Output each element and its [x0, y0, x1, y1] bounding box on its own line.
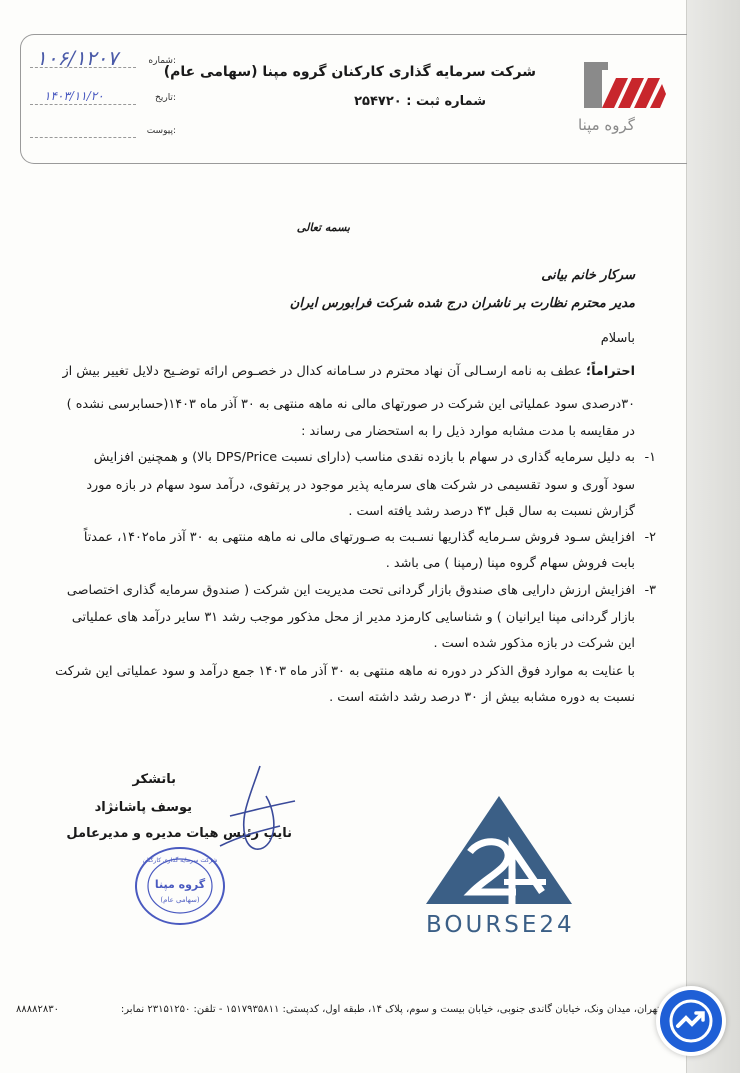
item-3-line-1: افزایش ارزش دارایی های صندوق بازار گردانی تحت مدیریت این شرکت ( صندوق سرمایه گذاری اختصاصی [66, 583, 635, 598]
item-3-line-2: بازار گردانی مپنا ایرانیان ) و شناسایی کارمزد مدیر از محل مذکور موجب رشد ۳۱ سایر درآمد های عملیاتی [71, 610, 635, 625]
intro-line-1 [62, 364, 635, 380]
conclusion-line-1: با عنایت به موارد فوق الذکر در دوره نه ماهه منتهی به ۳۰ آذر ماه ۱۴۰۳ جمع درآمد و سود عملیاتی این شرکت [55, 664, 635, 679]
recipient-name: سرکار خانم بیانی [541, 268, 635, 283]
signatory-name: یوسف پاشانژاد [94, 800, 192, 815]
intro-lead: احتراماً؛ [585, 364, 635, 379]
date-value: ۱۴۰۳/۱۱/۲۰ [44, 89, 104, 103]
stamp-ring-text: شرکت سرمایه گذاری کارکنان [142, 857, 218, 864]
scan-edge-strip [686, 0, 740, 1073]
stamp-sub: (سهامی عام) [160, 896, 200, 904]
basmala: بسمه تعالی [296, 221, 350, 234]
intro-text-1: عطف به نامه ارسـالی آن نهاد محترم در سـامانه کدال در خصـوص ارائه توضـیح دلایل تغییر بیش از [62, 364, 582, 379]
attachment-line [30, 137, 136, 138]
footer-address: تهران، میدان ونک، خیابان گاندی جنوبی، خیابان بیست و سوم، پلاک ۱۴، طبقه اول، کدپستی: ۱۵۱۷۹۳۵۸۱۱ - تلفن: ۲۳۱۵۱۲۵۰ نمابر: [120, 1004, 660, 1015]
recipient-title: مدیر محترم نظارت بر ناشران درج شده شرکت فرابورس ایران [289, 296, 635, 311]
bourse24-wordmark: BOURSE24 [426, 912, 575, 938]
signatory-title: نایب رئیس هیات مدیره و مدیرعامل [66, 826, 292, 841]
date-line [30, 104, 136, 105]
item-3-line-3: این شرکت در بازه مذکور شده است . [433, 636, 635, 651]
intro-line-3: در مقایسه با مدت مشابه موارد ذیل را به استحضار می رساند : [301, 424, 635, 439]
footer-fax: ۸۸۸۸۲۸۳۰ [16, 1004, 59, 1015]
mapna-logo-icon [572, 58, 672, 138]
date-label: تاریخ: [155, 93, 176, 103]
item-1-line-2: سود آوری و سود تقسیمی در شرکت های سرمایه پذیر موجود در پرتفوی، درآمد سود سهام در بازه مورد [86, 478, 635, 493]
item-2-line-1: افزایش سـود فروش سـرمایه گذاریها نسـبت به صـورتهای مالی نه ماهه منتهی به ۳۰ آذر ماه۱۴۰۲، عمدتاً [83, 530, 635, 545]
company-name: شرکت سرمایه گذاری کارکنان گروه مپنا (سهامی عام) [163, 64, 536, 80]
intro-line-2: ۳۰درصدی سود عملیاتی این شرکت در صورتهای مالی نه ماهه منتهی به ۳۰ آذر ماه ۱۴۰۳(حسابرسی نشده ) [66, 397, 635, 412]
trend-arrow-icon [660, 990, 722, 1052]
item-1-number: ۱- [644, 450, 656, 465]
attachment-label: پیوست: [146, 126, 176, 136]
conclusion-line-2: نسبت به دوره مشابه بیش از ۳۰ درصد رشد داشته است . [329, 690, 635, 705]
sharing-badge-icon[interactable] [660, 990, 722, 1052]
number-label: شماره: [148, 56, 176, 66]
item-2-number: ۲- [644, 530, 656, 545]
logo-text: گروه مپنا [578, 116, 635, 134]
number-value: ۱۰۶/۱۲۰۷ [36, 46, 118, 70]
number-field [30, 46, 176, 72]
date-field [30, 89, 176, 109]
company-stamp-icon [134, 846, 226, 926]
signature-thanks: باتشکر [132, 772, 176, 787]
greeting: باسلام [600, 331, 635, 346]
number-line [30, 67, 136, 68]
attachment-field [30, 122, 176, 142]
item-2-line-2: بابت فروش سهام گروه مپنا (رمپنا ) می باشد . [385, 556, 635, 571]
item-3-number: ۳- [644, 583, 656, 598]
stamp-text: گروه مپنا [154, 878, 206, 891]
item-1-line-3: گزارش نسبت به سال قبل ۴۳ درصد رشد یافته است . [348, 504, 635, 519]
item-1-line-1: به دلیل سرمایه گذاری در سهام با بازده نقدی مناسب (دارای نسبت DPS/Price بالا) و همچنین افزایش [93, 450, 635, 465]
registration-number: شماره ثبت : ۲۵۴۷۲۰ [354, 94, 486, 109]
